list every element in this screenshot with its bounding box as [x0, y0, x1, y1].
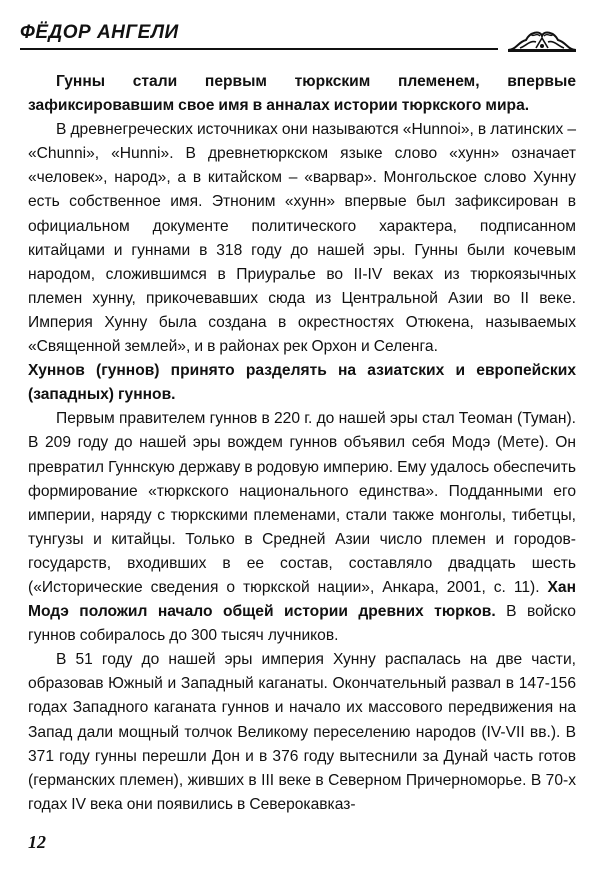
paragraph-migration: В 51 году до нашей эры империя Хунну распалась на две части, образовав Южный и Западный каганаты. Окончательный развал в 147-156 годах Западного каганата гуннов и начало их массового передвижения на Запад дали мощный толчок Великому переселению народов (IV-VII вв.). В 371 году гунны перешли Дон и в 376 году вытеснили за Дунай часть готов (германских племен), живших в III веке в Северном Причерноморье. В 70-х годах IV века они появились в Северокавказ- — [28, 651, 576, 813]
page-number: 12 — [28, 832, 46, 852]
paragraph-lead — [28, 70, 576, 118]
rulers-bold-text: Хан Модэ положил начало общей истории древних тюрков. — [28, 578, 576, 621]
running-title: ФЁДОР АНГЕЛИ — [20, 22, 179, 43]
division-bold-text: Хуннов (гуннов) принято разделять на азиатских и европейских (западных) гуннов. — [28, 362, 576, 404]
paragraph-origins: В древнегреческих источниках они называются «Hunnoi», в латинских – «Chunni», «Hunni». В древнетюркском языке слово «хунн» означает «человек», народ», а в китайском – «варвар». Монгольское слово Хунну есть собственное имя. Этноним «хунн» впервые был зафиксирован в официальном документе политического характера, подписанном китайцами и гуннами в 318 году до нашей эры. Гунны были кочевым народом, сложившимся в Приуралье во II-IV веках из тюркоязычных племен хунну, прикочевавших сюда из Центральной Азии во II веке. Империя Хунну была создана в окрестностях Отюкена, называемых «Священной землей», и в районах рек Орхон и Селенга. — [28, 121, 576, 356]
article-body — [28, 70, 576, 817]
paragraph-rulers — [28, 407, 576, 648]
decorative-ornament-icon — [506, 28, 578, 54]
rulers-text-before: Первым правителем гуннов в 220 г. до нашей эры стал Теоман (Туман). В 209 году до нашей эры вождем гуннов объявил себя Модэ (Мете). Он превратил Гуннскую державу в родовую империю. Ему удалось обеспечить формирование «тюркского национального единства». Подданными его империи, наряду с тюркскими племенами, стали также монголы, тибетцы, тунгузы и китайцы. Только в Средней Азии число племен и городов-государств, входивших в ее состав, составляло двадцать шесть («Исторические сведения о тюркской нации», Анкара, 2001, с. 11). — [28, 410, 576, 596]
header-rule — [20, 48, 498, 50]
rulers-text-after: В войско гуннов собиралось до 300 тысяч лучников. — [28, 603, 576, 645]
running-header — [20, 14, 580, 54]
lead-bold-text: Гунны стали первым тюркским племенем, впервые зафиксировавшим свое имя в анналах истории тюркского мира. — [28, 73, 576, 115]
paragraph-division — [28, 359, 576, 407]
